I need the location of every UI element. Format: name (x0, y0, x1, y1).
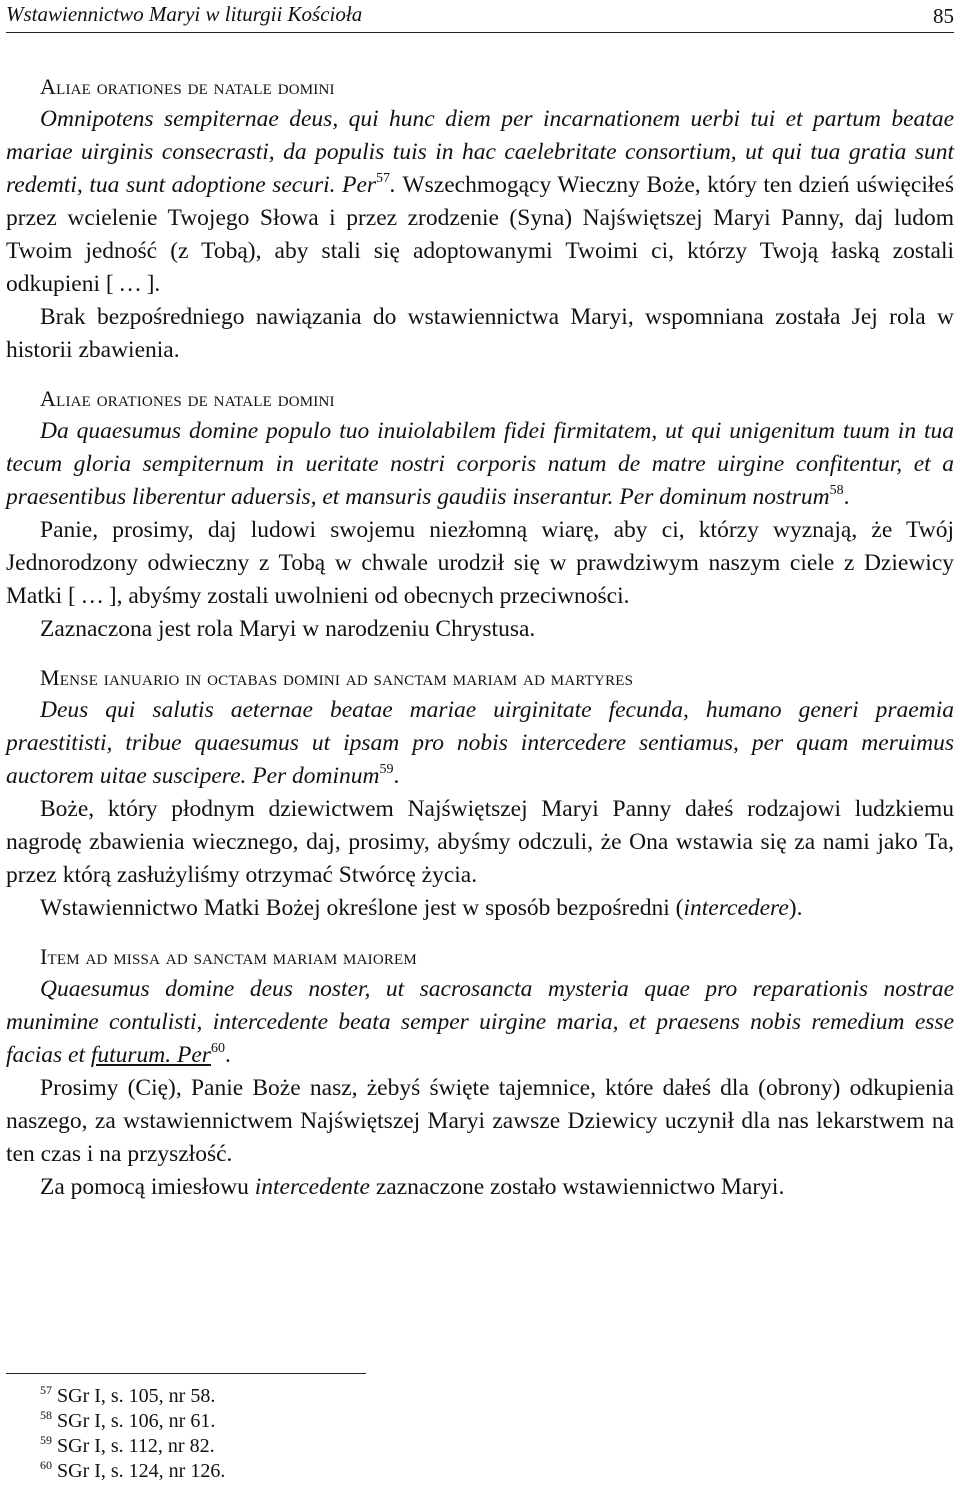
footnote-ref: 59 (379, 762, 394, 777)
footnote-text: SGr I, s. 112, nr 82. (57, 1435, 215, 1457)
page-number: 85 (933, 4, 954, 28)
latin-prayer-text: Omnipotens sempiternae deus, qui hunc diem per incarnationem uerbi tui et partum beatae mariae uirginis consecrasti, da populis tuis in hac caelebritate consortium, ut qui tua gratia sunt redemti, tua sunt adoptione securi. Per (6, 106, 954, 198)
footnote-number: 58 (40, 1408, 52, 1422)
polish-translation-text: Wszechmogący Wieczny Boże, który ten dzień uświęciłeś przez wcielenie Twojego Słowa i przez zrodzenie (Syna) Najświętszej Maryi Panny, daj ludom Twoim jedność (z Tobą), aby stali się adoptowanymi Twoimi ci, którzy Twoją łaską zostali odkupieni [ … ]. (6, 172, 954, 297)
section-heading: Mense ianuario in octabas domini ad sanctam mariam ad martyres (40, 665, 634, 690)
polish-translation-paragraph: Boże, który płodnym dziewictwem Najświętszej Maryi Panny dałeś rodzajowi ludzkiemu nagrodę zbawienia wiecznego, daj, prosimy, abyśmy odczuli, że Ona wstawia się za nami jako Ta, przez którą zasłużyliśmy otrzymać Stwórcę życia. (6, 796, 954, 888)
latin-prayer-text: Da quaesumus domine populo tuo inuiolabilem fidei firmitatem, ut qui unigenitum tuum in tua tecum gloria sempiternum in ueritate nostri corporis natum de matre uirgine confitentur, et a praesentibus liberentur aduersis, et mansuris gaudiis inserantur. Per dominum nostrum (6, 418, 954, 510)
footnote-number: 60 (40, 1458, 52, 1472)
italic-term: intercedente (254, 1174, 370, 1200)
running-title: Wstawiennictwo Maryi w liturgii Kościoła (6, 2, 363, 26)
footnote-number: 57 (40, 1383, 52, 1397)
polish-translation-paragraph: Prosimy (Cię), Panie Boże nasz, żebyś święte tajemnice, które dałeś dla (obrony) odkupienia naszego, za wstawiennictwem Najświętszej Maryi zawsze Dziewicy uczynił dla nas lekarstwem na ten czas i na przyszłość. (6, 1075, 954, 1167)
footnote (40, 1434, 225, 1459)
header-rule (6, 32, 954, 33)
underlined-text: futurum. Per (90, 1042, 211, 1068)
footnote-ref: 58 (829, 483, 844, 498)
commentary-paragraph: Zaznaczona jest rola Maryi w narodzeniu Chrystusa. (40, 616, 536, 642)
footnote (40, 1459, 225, 1484)
footnote-text: SGr I, s. 106, nr 61. (57, 1410, 216, 1432)
commentary-paragraph: Wstawiennictwo Matki Bożej określone jest w sposób bezpośredni (intercedere). (40, 895, 803, 921)
commentary-paragraph: Brak bezpośredniego nawiązania do wstawiennictwa Maryi, wspomniana została Jej rola w historii zbawienia. (6, 304, 954, 363)
footnote-ref: 60 (210, 1041, 225, 1056)
prayer-section (6, 70, 954, 367)
running-header (6, 0, 954, 30)
latin-prayer-paragraph: Quaesumus domine deus noster, ut sacrosancta mysteria quae pro reparationis nostrae munimine contulisti, intercedente beata semper uirgine maria, et praesens nobis remedium esse facias et futurum. Per$^{60}$. (6, 976, 954, 1068)
latin-prayer-paragraph: Omnipotens sempiternae deus, qui hunc diem per incarnationem uerbi tui et partum beatae mariae uirginis consecrasti, da populis tuis in hac caelebritate consortium, ut qui tua gratia sunt redemti, tua sunt adoptione securi. Per$^{57}$. Wszechmogący Wieczny Boże, który ten dzień uświęciłeś przez wcielenie Twojego Słowa i przez zrodzenie (Syna) Najświętszej Maryi Panny, daj ludom Twoim jedność (z Tobą), aby stali się adoptowanymi Twoimi ci, którzy Twoją łaską zostali odkupieni [ … ]. (6, 106, 954, 297)
footnote-text: SGr I, s. 105, nr 58. (57, 1385, 216, 1407)
latin-prayer-text: Quaesumus domine deus noster, ut sacrosancta mysteria quae pro reparationis nostrae munimine contulisti, intercedente beata semper uirgine maria, et praesens nobis remedium esse facias et (6, 976, 954, 1068)
latin-prayer-text: Deus qui salutis aeternae beatae mariae uirginitate fecunda, humano generi praemia praestitisti, tribue quaesumus ut ipsam pro nobis intercedere sentiamus, per quam meruimus auctorem uitae suscipere. Per dominum (6, 697, 954, 789)
main-text (6, 70, 954, 1219)
prayer-section (6, 661, 954, 925)
footnote-rule (6, 1373, 366, 1374)
footnote (40, 1384, 225, 1409)
polish-translation-paragraph: Panie, prosimy, daj ludowi swojemu niezłomną wiarę, aby ci, którzy wyznają, że Twój Jednorodzony odwieczny z Tobą w chwale urodził się w prawdziwym naszym ciele z Dziewicy Matki [ … ], abyśmy zostali uwolnieni od obecnych przeciwności. (6, 517, 954, 609)
latin-prayer-paragraph: Deus qui salutis aeternae beatae mariae uirginitate fecunda, humano generi praemia praestitisti, tribue quaesumus ut ipsam pro nobis intercedere sentiamus, per quam meruimus auctorem uitae suscipere. Per dominum$^{59}$. (6, 697, 954, 789)
footnote-text: SGr I, s. 124, nr 126. (57, 1460, 226, 1482)
section-heading: Item ad missa ad sanctam mariam maiorem (40, 944, 417, 969)
footnote (40, 1409, 225, 1434)
latin-prayer-paragraph: Da quaesumus domine populo tuo inuiolabilem fidei firmitatem, ut qui unigenitum tuum in tua tecum gloria sempiternum in ueritate nostri corporis natum de matre uirgine confitentur, et a praesentibus liberentur aduersis, et mansuris gaudiis inserantur. Per dominum nostrum$^{58}$. (6, 418, 954, 510)
footnotes (40, 1384, 225, 1484)
footnote-ref: 57 (376, 171, 391, 186)
prayer-section (6, 382, 954, 646)
section-heading: Aliae orationes de natale domini (40, 74, 335, 99)
prayer-section (6, 940, 954, 1204)
italic-term: intercedere (683, 895, 789, 921)
footnote-number: 59 (40, 1433, 52, 1447)
commentary-paragraph: Za pomocą imiesłowu intercedente zaznaczone zostało wstawiennictwo Maryi. (40, 1174, 785, 1200)
section-heading: Aliae orationes de natale domini (40, 386, 335, 411)
